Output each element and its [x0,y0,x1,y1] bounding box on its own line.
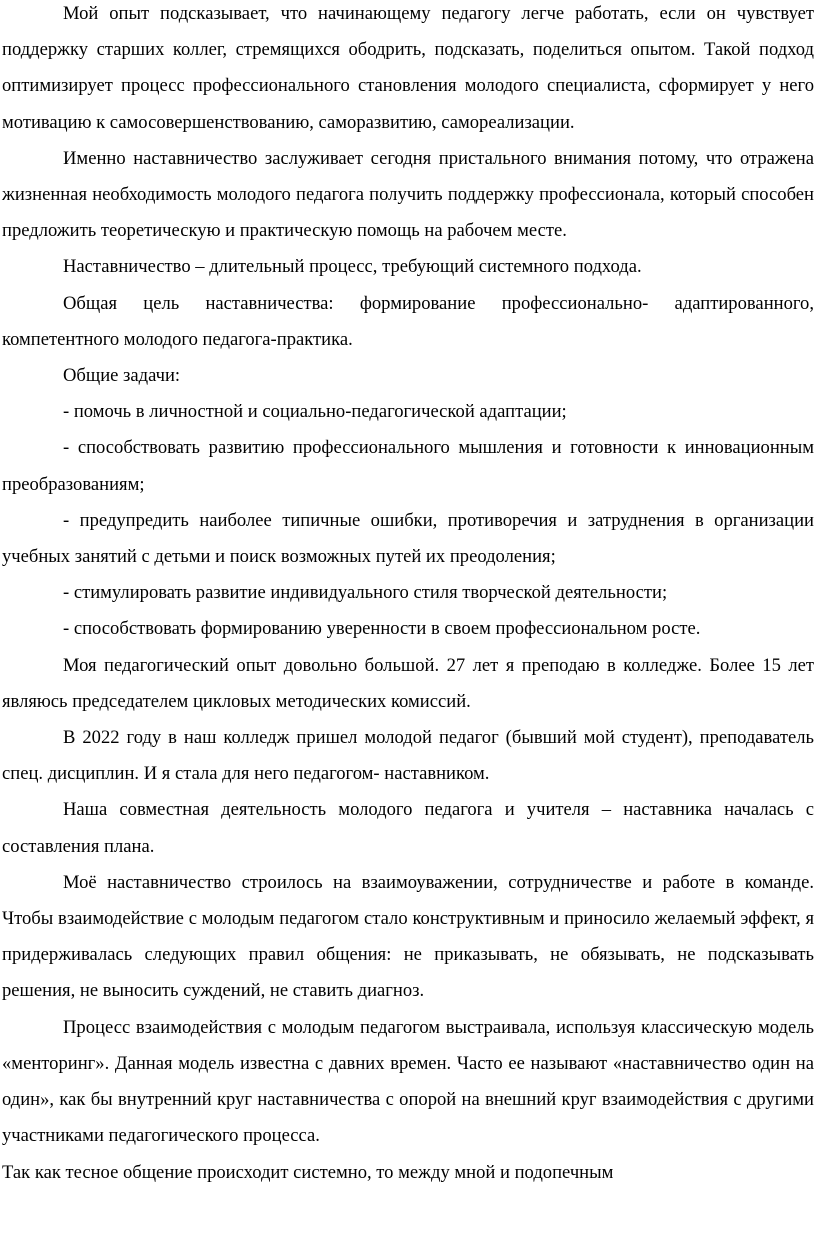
paragraph-mentoring-process: Наставничество – длительный процесс, требующий системного подхода. [63,256,642,278]
paragraph-mentoring-model: Процесс взаимодействия с молодым педагогом выстраивала, используя классическую модель «менторинг». Данная модель известна с давних времен. Часто ее называют «наставничество один на один», как бы внутренний круг наставничества с опорой на внешний круг взаимодействия с другими участниками педагогического процесса. [2,1016,814,1147]
paragraph-experience: Мой опыт подсказывает, что начинающему педагогу легче работать, если он чувствует поддержку старших коллег, стремящихся ободрить, подсказать, поделиться опытом. Такой подход оптимизирует процесс профессионального становления молодого специалиста, сформирует у него мотивацию к самосовершенствованию, саморазвитию, самореализации. [2,3,814,133]
paragraph-mentoring-importance: Именно наставничество заслуживает сегодня пристального внимания потому, что отражена жизненная необходимость молодого педагога получить поддержку профессионала, который способен предложить теоретическую и практическую помощь на рабочем месте. [2,147,814,242]
paragraph-close-communication: Так как тесное общение происходит системно, то между мной и подопечным [2,1161,614,1183]
paragraph-general-goal: Общая цель наставничества: формирование профессионально- адаптированного, компетентного молодого педагога-практика. [2,292,814,350]
document-body [2,0,814,1191]
paragraph-tasks-heading: Общие задачи: [63,365,181,387]
list-item-individual-style: - стимулировать развитие индивидуального стиля творческой деятельности; [63,582,668,604]
list-item-professional-thinking: - способствовать развитию профессионального мышления и готовности к инновационным преобразованиям; [2,437,814,495]
paragraph-joint-activity: Наша совместная деятельность молодого педагога и учителя – наставника началась с составления плана. [2,799,814,857]
paragraph-communication-rules: Моё наставничество строилось на взаимоуважении, сотрудничестве и работе в команде. Чтобы взаимодействие с молодым педагогом стало конструктивным и приносило желаемый эффект, я придерживалась следующих правил общения: не приказывать, не обязывать, не подсказывать решения, не выносить суждений, не ставить диагноз. [2,871,814,1002]
paragraph-teaching-experience: Моя педагогический опыт довольно большой. 27 лет я преподаю в колледже. Более 15 лет являюсь председателем цикловых методических комиссий. [2,654,814,712]
list-item-prevent-errors: - предупредить наиболее типичные ошибки, противоречия и затруднения в организации учебных занятий с детьми и поиск возможных путей их преодоления; [2,509,814,568]
list-item-adaptation: - помочь в личностной и социально-педагогической адаптации; [63,401,567,423]
paragraph-young-teacher: В 2022 году в наш колледж пришел молодой педагог (бывший мой студент), преподаватель спец. дисциплин. И я стала для него педагогом- наставником. [2,727,814,785]
list-item-confidence: - способствовать формированию уверенности в своем профессиональном росте. [63,618,701,640]
